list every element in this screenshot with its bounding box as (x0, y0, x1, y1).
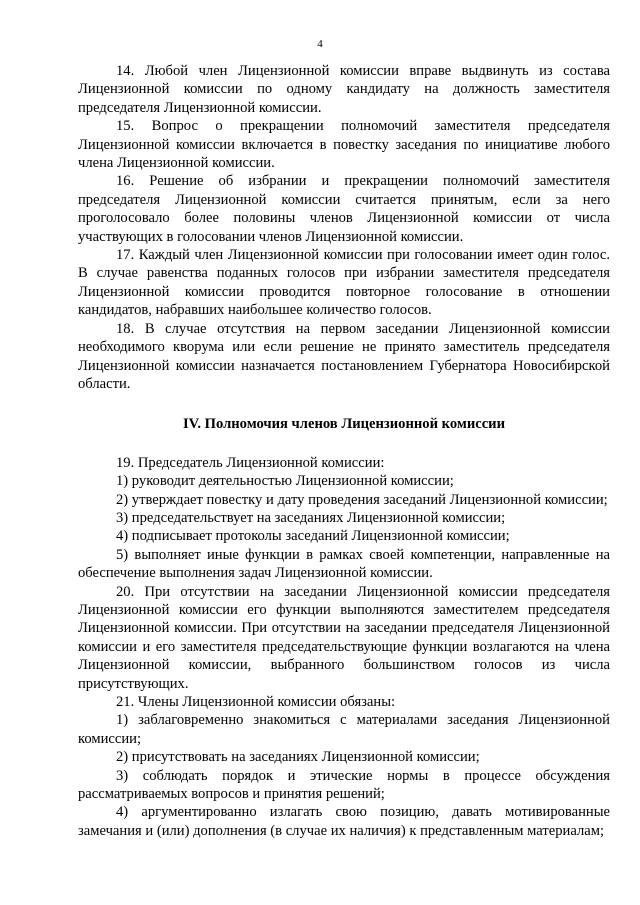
paragraph-18: 18. В случае отсутствия на первом заседании Лицензионной комиссии необходимого кворума или если решение не принято заместитель председателя Лицензионной комиссии назначается постановлением Губернатора Новосибирской области. (78, 320, 610, 392)
paragraph-14: 14. Любой член Лицензионной комиссии вправе выдвинуть из состава Лицензионной комиссии по одному кандидату на должность заместителя председателя Лицензионной комиссии. (78, 63, 610, 116)
paragraph-19-3: 3) председательствует на заседаниях Лицензионной комиссии; (116, 509, 506, 526)
paragraph-19-1: 1) руководит деятельностью Лицензионной комиссии; (116, 473, 454, 490)
paragraph-21-1: 1) заблаговременно знакомиться с материалами заседания Лицензионной комиссии; (78, 712, 610, 747)
paragraph-15: 15. Вопрос о прекращении полномочий заместителя председателя Лицензионной комиссии включается в повестку заседания по инициативе любого члена Лицензионной комиссии. (78, 118, 610, 172)
paragraph-21-2: 2) присутствовать на заседаниях Лицензионной комиссии; (116, 749, 480, 766)
paragraph-16: 16. Решение об избрании и прекращении полномочий заместителя председателя Лицензионной комиссии считается принятым, если за него проголосовало более половины членов Лицензионной комиссии от числа участвующих в голосовании членов Лицензионной комиссии. (78, 173, 610, 245)
document-body (78, 62, 610, 840)
paragraph-21: 21. Члены Лицензионной комиссии обязаны: (116, 694, 396, 710)
paragraph-19-5: 5) выполняет иные функции в рамках своей компетенции, направленные на обеспечение выполнения задач Лицензионной комиссии. (78, 546, 610, 582)
page-number: 4 (317, 38, 323, 50)
paragraph-19-2: 2) утверждает повестку и дату проведения заседаний Лицензионной комиссии; (116, 491, 608, 508)
paragraph-21-4: 4) аргументированно излагать свою позицию, давать мотивированные замечания и (или) дополнения (в случае их наличия) к представленным материалам; (78, 804, 610, 839)
paragraph-21-3: 3) соблюдать порядок и этические нормы в процессе обсуждения рассматриваемых вопросов и принятия решений; (78, 767, 610, 803)
paragraph-17: 17. Каждый член Лицензионной комиссии при голосовании имеет один голос. В случае равенства поданных голосов при избрании заместителя председателя Лицензионной комиссии проводится повторное голосование в отношении кандидатов, набравших наибольшее количество голосов. (78, 247, 610, 319)
section-heading: IV. Полномочия членов Лицензионной комиссии (183, 416, 505, 433)
paragraph-19-4: 4) подписывает протоколы заседаний Лицензионной комиссии; (116, 528, 510, 545)
paragraph-19: 19. Председатель Лицензионной комиссии: (116, 454, 385, 471)
paragraph-20: 20. При отсутствии на заседании Лицензионной комиссии председателя Лицензионной комиссии его функции выполняются заместителем председателя Лицензионной комиссии. При отсутствии на заседании председателя Лицензионной комиссии и его заместителя председательствующие функции возлагаются на члена Лицензионной комиссии, выбранного большинством голосов из числа присутствующих. (78, 583, 610, 692)
